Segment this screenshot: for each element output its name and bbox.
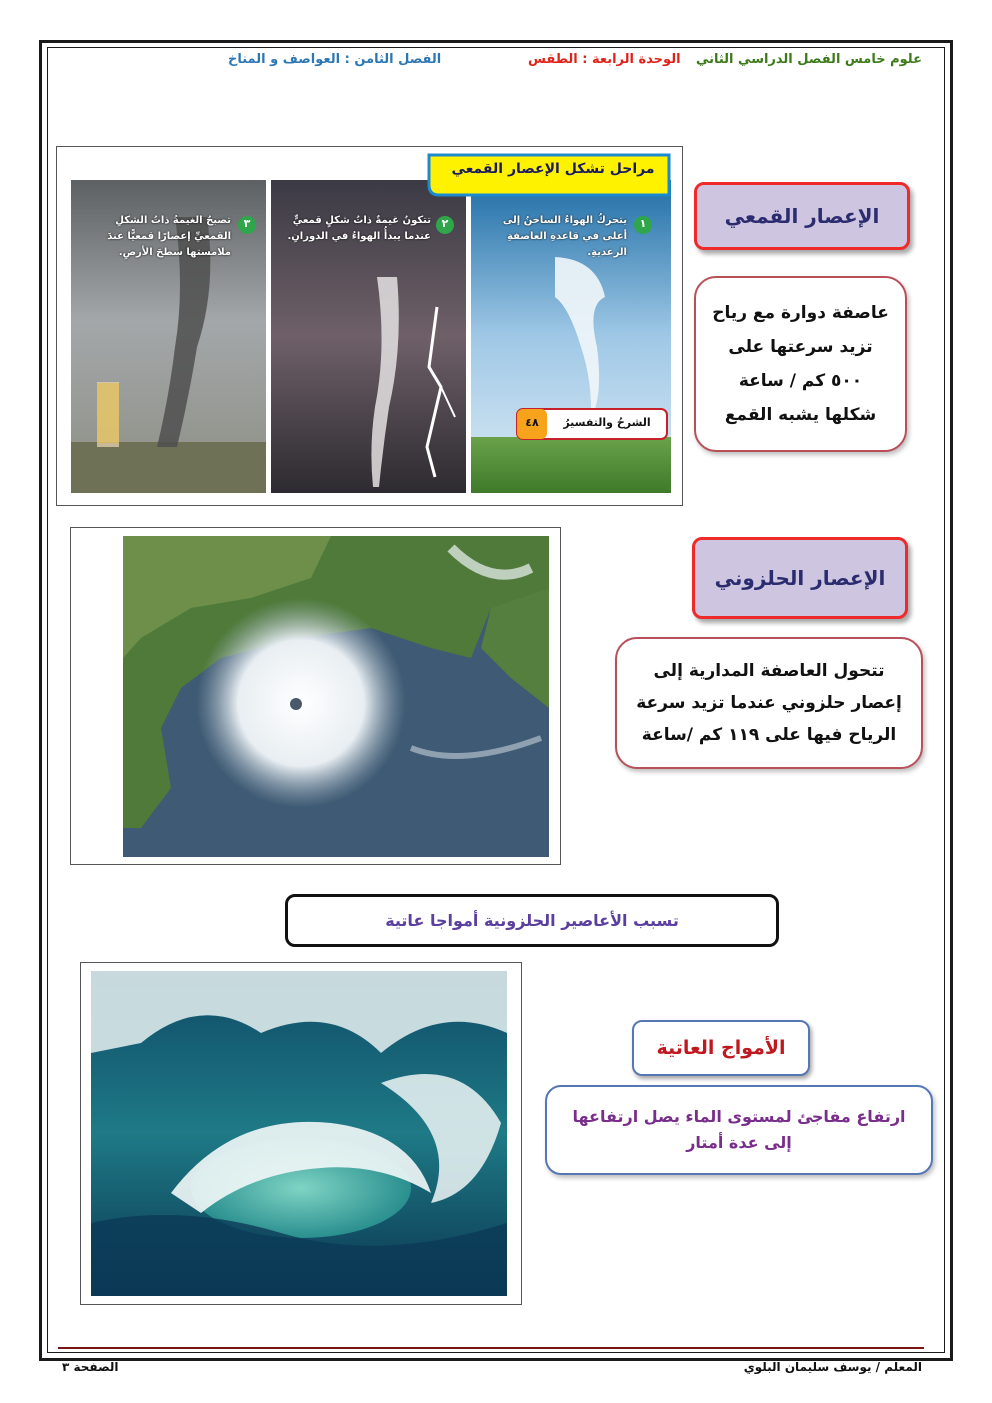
storm-surge-wave-image (80, 962, 522, 1305)
step-text: تصبحُ الغيمةُ ذاتُ الشكلِ القمعيِّ إعصارًا قمعيًّا عندَ ملامستها سطحَ الأرضِ. (107, 215, 231, 258)
hurricane-definition (615, 637, 923, 769)
footer-page-number: الصفحة ٣ (62, 1360, 119, 1374)
step-number: ٢ (441, 217, 449, 230)
definition-line: إلى عدة أمتار (686, 1133, 792, 1152)
tornado-title: الإعصار القمعي (694, 182, 910, 250)
hurricane-title: الإعصار الحلزوني (692, 537, 908, 619)
header-subject: علوم خامس الفصل الدراسي الثاني (695, 52, 922, 67)
definition-line: إعصار حلزوني عندما تزيد سرعة (636, 693, 902, 713)
tornado-stages-figure (56, 146, 683, 506)
hurricane-satellite-image (70, 527, 561, 865)
header-unit: الوحدة الرابعة : الطقس (528, 52, 681, 67)
storm-surge-definition (545, 1085, 933, 1175)
definition-line: عاصفة دوارة مع رياح (712, 303, 889, 323)
definition-line: ٥٠٠ كم / ساعة (738, 371, 863, 391)
definition-line: ارتفاع مفاجئ لمستوى الماء يصل ارتفاعها (572, 1107, 906, 1126)
definition-line: الرياح فيها على ١١٩ كم /ساعة (641, 725, 897, 745)
storm-surge-title: الأمواج العاتية (632, 1020, 810, 1076)
footer-divider (58, 1347, 924, 1349)
step-number: ٣ (243, 217, 251, 230)
hurricane-surge-note: تسبب الأعاصير الحلزونية أمواجا عاتية (285, 894, 779, 947)
tornado-stages-banner: مراحل تشكل الإعصار القمعي (451, 161, 655, 177)
header-chapter: الفصل الثامن : العواصف و المناخ (228, 52, 442, 67)
explanation-tag-number: ٤٨ (525, 416, 539, 429)
explanation-tag-label: الشرحُ والتفسيرُ (563, 416, 651, 429)
step-number: ١ (639, 217, 647, 230)
footer-teacher: المعلم / يوسف سليمان البلوي (743, 1360, 922, 1374)
step-text: تتكونُ غيمةٌ ذاتُ شكلٍ قمعيٍّ عندما يبدأُ الهواءُ في الدورانِ. (287, 215, 431, 242)
tornado-definition (694, 276, 907, 452)
definition-line: شكلها يشبه القمع (724, 405, 877, 425)
definition-line: تزيد سرعتها على (728, 337, 873, 357)
step-text: يتحركُ الهواءُ الساخنُ إلى أعلى في قاعدةِ العاصفةِ الرعديةِ. (502, 215, 627, 258)
definition-line: تتحول العاصفة المدارية إلى (653, 661, 885, 681)
